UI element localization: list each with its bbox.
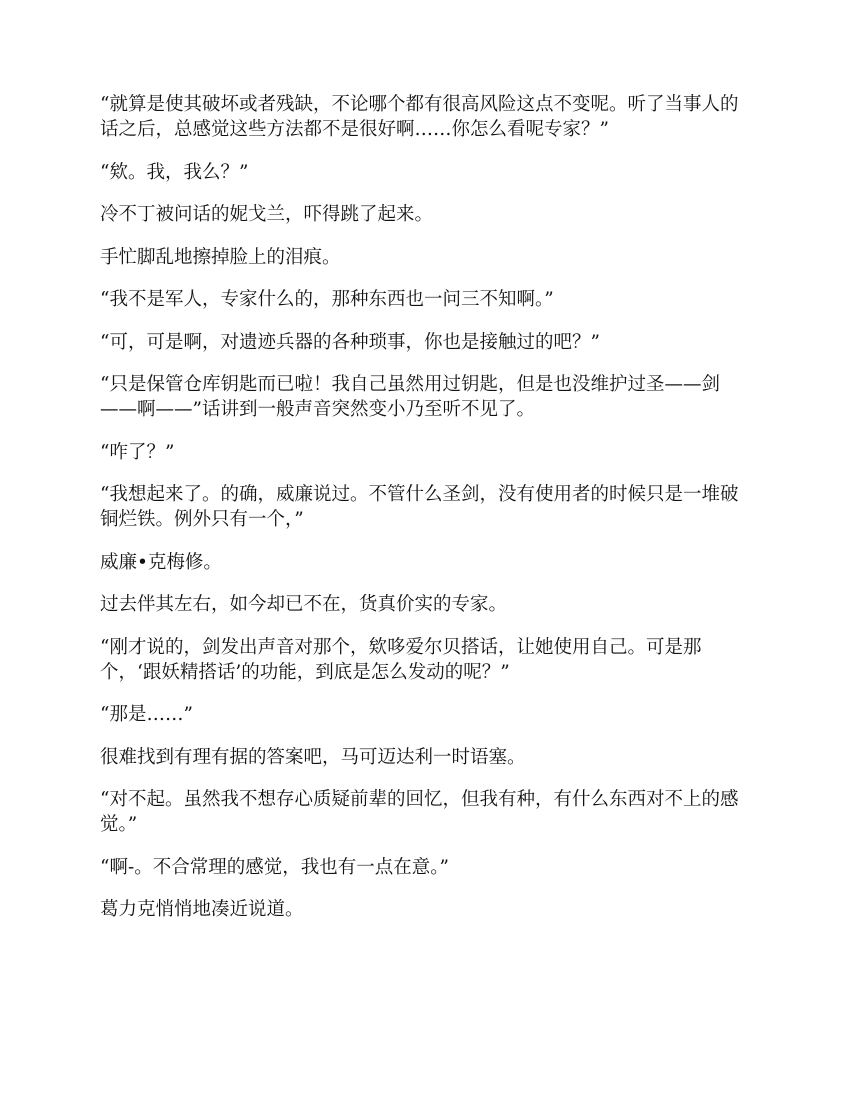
paragraph: “对不起。虽然我不想存心质疑前辈的回忆，但我有种，有什么东西对不上的感觉。”: [100, 789, 739, 835]
paragraph: 过去伴其左右，如今却已不在，货真价实的专家。: [100, 594, 508, 615]
paragraph: 威廉•克梅修。: [100, 551, 222, 573]
paragraph: “只是保管仓库钥匙而已啦！我自己虽然用过钥匙，但是也没维护过圣——剑——啊——”话讲到一般声音突然变小乃至听不见了。: [100, 374, 720, 420]
paragraph: “我不是军人，专家什么的，那种东西也一问三不知啊。”: [100, 289, 554, 310]
document-page: [100, 92, 740, 940]
paragraph: 葛力克悄悄地凑近说道。: [100, 899, 304, 920]
paragraph: “欸。我，我么？”: [100, 161, 249, 183]
paragraph: “可，可是啊，对遗迹兵器的各种琐事，你也是接触过的吧？”: [100, 331, 600, 353]
paragraph: “咋了？”: [100, 441, 175, 463]
paragraph: “啊-。不合常理的感觉，我也有一点在意。”: [100, 856, 449, 878]
paragraph: 冷不丁被问话的妮戈兰，吓得跳了起来。: [100, 204, 434, 225]
paragraph: “那是……”: [100, 704, 193, 725]
paragraph: 手忙脚乱地擦掉脸上的泪痕。: [100, 246, 341, 268]
paragraph: “刚才说的，剑发出声音对那个，欸哆爱尔贝搭话，让她使用自己。可是那个，‘跟妖精搭话’的功能，到底是怎么发动的呢？”: [100, 636, 702, 683]
paragraph: “就算是使其破坏或者残缺，不论哪个都有很高风险这点不变呢。听了当事人的话之后，总感觉这些方法都不是很好啊……你怎么看呢专家？”: [100, 94, 739, 140]
paragraph: 很难找到有理有据的答案吧，马可迈达利一时语塞。: [100, 746, 526, 768]
paragraph: “我想起来了。的确，威廉说过。不管什么圣剑，没有使用者的时候只是一堆破铜烂铁。例外只有一个，”: [100, 484, 739, 530]
